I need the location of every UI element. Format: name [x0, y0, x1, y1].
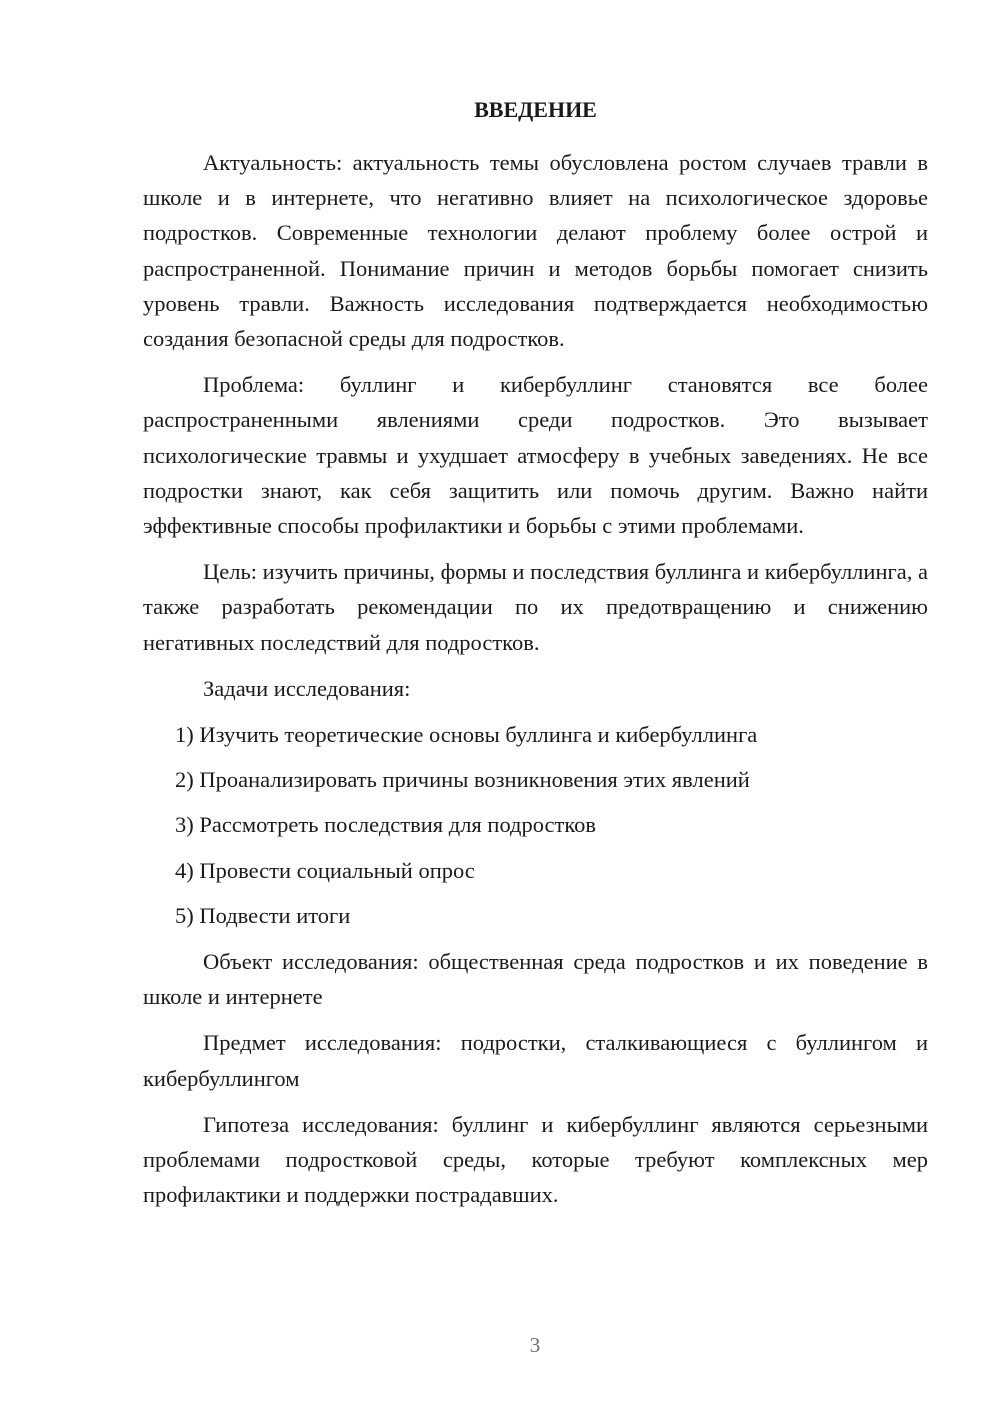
document-body	[143, 92, 928, 1223]
object-paragraph: Объект исследования: общественная среда подростков и их поведение в школе и интернете	[143, 949, 928, 1010]
list-item: 2) Проанализировать причины возникновения этих явлений	[175, 767, 750, 793]
page-number: 3	[529, 1333, 541, 1357]
subject-paragraph: Предмет исследования: подростки, сталкивающиеся с буллингом и кибербуллингом	[143, 1030, 928, 1091]
list-item: 5) Подвести итоги	[175, 902, 351, 928]
goal-paragraph: Цель: изучить причины, формы и последствия буллинга и кибербуллинга, а также разработать рекомендации по их предотвращению и снижению негативных последствий для подростков.	[143, 559, 928, 655]
list-item: 4) Провести социальный опрос	[175, 857, 475, 883]
list-item: 3) Рассмотреть последствия для подростков	[175, 812, 597, 838]
hypothesis-paragraph: Гипотеза исследования: буллинг и кибербуллинг являются серьезными проблемами подростковой среды, которые требуют комплексных мер профилактики и поддержки пострадавших.	[143, 1111, 928, 1208]
tasks-list	[143, 717, 928, 933]
list-item: 1) Изучить теоретические основы буллинга и кибербуллинга	[175, 722, 758, 748]
relevance-paragraph: Актуальность: актуальность темы обусловлена ростом случаев травли в школе и в интернете, что негативно влияет на психологическое здоровье подростков. Современные технологии делают проблему более острой и распространенной. Понимание причин и методов борьбы помогает снизить уровень травли. Важность исследования подтверждается необходимостью создания безопасной среды для подростков.	[143, 150, 928, 352]
section-heading: ВВЕДЕНИЕ	[474, 97, 597, 122]
tasks-heading: Задачи исследования:	[203, 675, 411, 701]
problem-paragraph: Проблема: буллинг и кибербуллинг становятся все более распространенными явлениями среди подростков. Это вызывает психологические травмы и ухудшает атмосферу в учебных заведениях. Не все подростки знают, как себя защитить или помочь другим. Важно найти эффективные способы профилактики и борьбы с этими проблемами.	[143, 372, 928, 539]
